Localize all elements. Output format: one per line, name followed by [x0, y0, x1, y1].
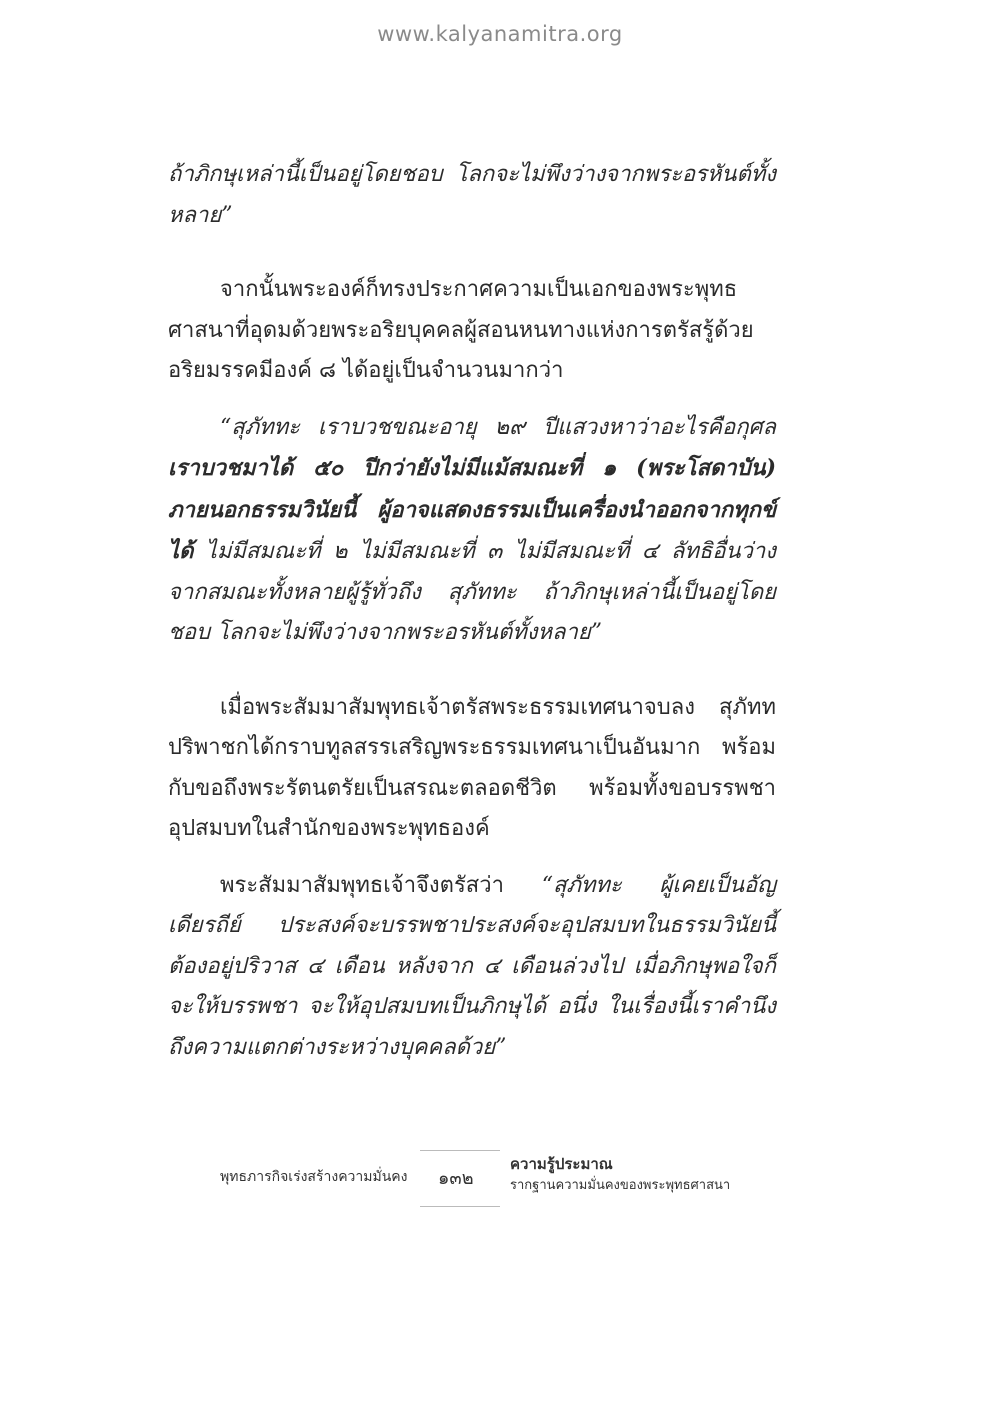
- footer-chapter-subtitle: รากฐานความมั่นคงของพระพุทธศาสนา: [510, 1178, 731, 1193]
- quote-rest: ไม่มีสมณะที่ ๒ ไม่มีสมณะที่ ๓ ไม่มีสมณะที่ ๔ ลัทธิอื่นว่างจากสมณะทั้งหลายผู้รู้ทั่วถึง สุภัททะ ถ้าภิกษุเหล่านี้เป็นอยู่โดยชอบ โลกจะไม่พึงว่างจากพระอรหันต์ทั้งหลาย”: [168, 539, 776, 645]
- paragraph-narration: จากนั้นพระองค์ก็ทรงประกาศความเป็นเอกของพระพุทธศาสนาที่อุดมด้วยพระอริยบุคคลผู้สอนหนทางแห่งการตรัสรู้ด้วยอริยมรรคมีองค์ ๘ ได้อยู่เป็นจำนวนมากว่า: [168, 277, 754, 383]
- footer-chapter-title: ความรู้ประมาณ: [510, 1155, 613, 1173]
- reply-quote: “สุภัททะ ผู้เคยเป็นอัญเดียรถีย์ ประสงค์จะบรรพชาประสงค์จะอุปสมบทในธรรมวินัยนี้ ต้องอยู่ปริวาส ๔ เดือน หลังจาก ๔ เดือนล่วงไป เมื่อภิกษุพอใจก็จะให้บรรพชา จะให้อุปสมบทเป็นภิกษุได้ อนึ่ง ในเรื่องนี้เราคำนึงถึงความแตกต่างระหว่างบุคคลด้วย”: [168, 872, 776, 1060]
- page-footer: [220, 1150, 780, 1220]
- paragraph-buddha-quote: [168, 408, 776, 654]
- paragraph-quote-end: ถ้าภิกษุเหล่านี้เป็นอยู่โดยชอบ โลกจะไม่พึงว่างจากพระอรหันต์ทั้งหลาย”: [168, 162, 776, 228]
- paragraph-buddha-reply: [168, 866, 776, 1069]
- reply-intro: พระสัมมาสัมพุทธเจ้าจึงตรัสว่า: [220, 872, 542, 898]
- quote-emphasis: เราบวชมาได้ ๕๐ ปีกว่ายังไม่มีแม้สมณะที่ ๑ (พระโสดาบัน) ภายนอกธรรมวินัยนี้ ผู้อาจแสดงธรรมเป็นเครื่องนำออกจากทุกข์ได้: [168, 455, 776, 564]
- footer-book-title: พุทธภารกิจเร่งสร้างความมั่นคง: [220, 1169, 408, 1185]
- watermark-url: www.kalyanamitra.org: [377, 22, 623, 46]
- page-number: ๑๓๒: [438, 1168, 474, 1189]
- body-text: [168, 155, 776, 1068]
- quote-intro: “สุภัททะ เราบวชขณะอายุ ๒๙ ปีแสวงหาว่าอะไรคือกุศล: [220, 414, 776, 440]
- paragraph-subhadda-request: เมื่อพระสัมมาสัมพุทธเจ้าตรัสพระธรรมเทศนาจบลง สุภัททปริพาชกได้กราบทูลสรรเสริญพระธรรมเทศนาเป็นอันมาก พร้อมกับขอถึงพระรัตนตรัยเป็นสรณะตลอดชีวิต พร้อมทั้งขอบรรพชาอุปสมบทในสำนักของพระพุทธองค์: [168, 694, 776, 841]
- footer-ornament-top: [420, 1150, 500, 1151]
- footer-ornament-bottom: [420, 1206, 500, 1207]
